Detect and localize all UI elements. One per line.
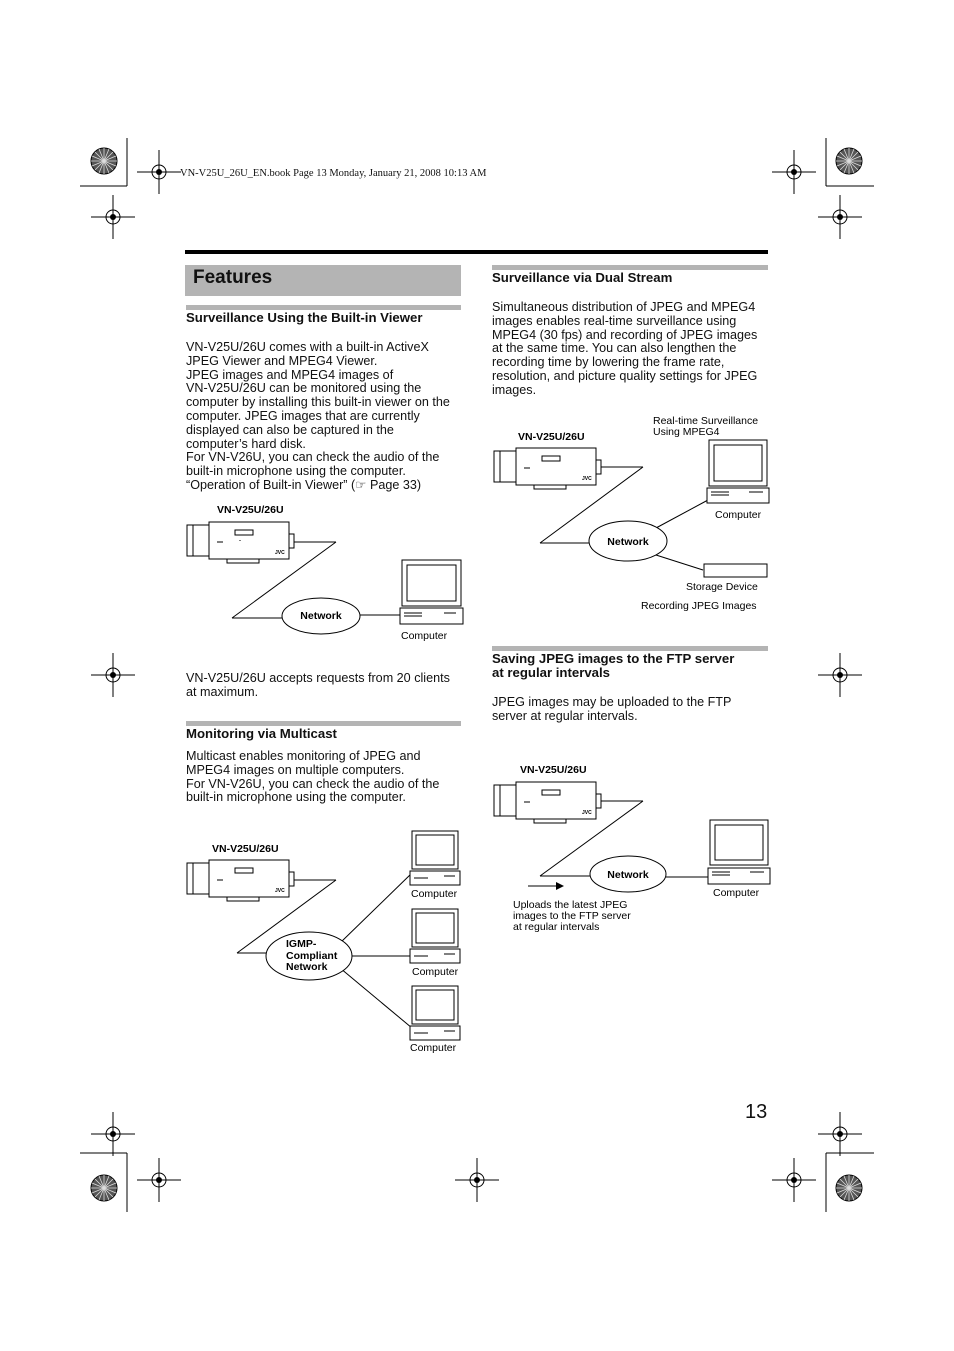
storage-device-icon — [704, 564, 767, 577]
registration-cross-icon — [91, 1112, 135, 1156]
registration-star-icon — [91, 148, 117, 174]
registration-cross-icon — [91, 195, 135, 239]
computer-label: Computer — [713, 887, 760, 899]
camera-label: VN-V25U/26U — [217, 504, 284, 516]
registration-cross-icon — [455, 1158, 499, 1202]
computer-icon — [410, 986, 460, 1040]
storage-label: Storage Device — [686, 581, 758, 593]
computer-icon — [708, 820, 770, 884]
registration-star-icon — [91, 1175, 117, 1201]
section-body: Simultaneous distribution of JPEG and MPEG4 images enables real-time surveillance using MPEG4 (30 fps) and recording of JPEG images at the same time. You can also lengthen the recording time by lowering the frame rate, resolution, and picture quality settings for JPEG images. — [492, 300, 758, 397]
svg-text:JVC: JVC — [275, 888, 285, 894]
computer-icon — [400, 560, 463, 624]
svg-text:JVC: JVC — [582, 476, 592, 482]
camera-icon — [494, 782, 601, 823]
camera-icon — [494, 448, 601, 489]
svg-text:JVC: JVC — [275, 550, 285, 556]
registration-star-icon — [836, 148, 862, 174]
camera-label: VN-V25U/26U — [212, 843, 279, 855]
page-number: 13 — [745, 1101, 768, 1123]
arrow-right-icon — [528, 882, 564, 890]
upload-label: images to the FTP server — [513, 910, 631, 922]
top-rule — [185, 250, 768, 254]
upload-label: Uploads the latest JPEG — [513, 899, 628, 911]
realtime-label: Real-time Surveillance — [653, 415, 759, 427]
recording-label: Recording JPEG Images — [641, 600, 757, 612]
computer-label: Computer — [411, 888, 458, 900]
computer-label: Computer — [412, 966, 459, 978]
diagram-builtin-viewer — [180, 500, 470, 648]
registration-star-icon — [836, 1175, 862, 1201]
registration-cross-icon — [818, 1112, 862, 1156]
network-label: Network — [607, 536, 649, 548]
network-label: Network — [300, 610, 342, 622]
book-info-header: VN-V25U_26U_EN.book Page 13 Monday, January 21, 2008 10:13 AM — [180, 168, 487, 179]
section-heading: Surveillance via Dual Stream — [492, 270, 673, 285]
network-label: Network — [286, 961, 328, 973]
diagram-multicast — [180, 828, 470, 1060]
diagram-ftp-upload — [488, 760, 773, 940]
section-body: JPEG images may be uploaded to the FTP server at regular intervals. — [492, 695, 732, 723]
camera-label: VN-V25U/26U — [520, 764, 587, 776]
registration-cross-icon — [772, 150, 816, 194]
camera-icon — [187, 522, 294, 563]
computer-label: Computer — [715, 509, 762, 521]
clients-note: VN-V25U/26U accepts requests from 20 clients at maximum. — [186, 671, 450, 699]
section-heading: Surveillance Using the Built-in Viewer — [186, 310, 423, 325]
upload-label: at regular intervals — [513, 921, 600, 933]
computer-label: Computer — [410, 1042, 457, 1054]
section-body: VN-V25U/26U comes with a built-in ActiveX JPEG Viewer and MPEG4 Viewer. JPEG images and MPEG4 images of VN-V25U/26U can be monitored using the computer by installing this built-in viewer on the computer. JPEG images that are currently displayed can also be captured in the computer’s hard disk. For VN-V26U, you can check the audio of the built-in microphone using the computer. “Operation of Built-in Viewer” (☞ Page 33) — [186, 340, 450, 492]
computer-icon — [707, 440, 769, 503]
section-heading: Monitoring via Multicast — [186, 726, 337, 741]
network-label: IGMP- — [286, 938, 317, 950]
diagram-dual-stream — [488, 410, 773, 615]
svg-text:JVC: JVC — [582, 810, 592, 816]
section-heading: Saving JPEG images to the FTP server at regular intervals — [492, 651, 735, 680]
registration-cross-icon — [772, 1158, 816, 1202]
registration-cross-icon — [91, 653, 135, 697]
registration-cross-icon — [137, 1158, 181, 1202]
page-title: Features — [193, 267, 273, 288]
section-body: Multicast enables monitoring of JPEG and MPEG4 images on multiple computers. For VN-V26U, you can check the audio of the built-in microphone using the computer. — [186, 749, 440, 805]
camera-label: VN-V25U/26U — [518, 431, 585, 443]
registration-cross-icon — [137, 150, 181, 194]
network-label: Network — [607, 869, 649, 881]
camera-icon — [187, 860, 294, 901]
realtime-label: Using MPEG4 — [653, 426, 720, 438]
registration-cross-icon — [818, 195, 862, 239]
computer-icon — [410, 831, 460, 885]
network-label: Compliant — [286, 950, 338, 962]
registration-cross-icon — [818, 653, 862, 697]
computer-label: Computer — [401, 630, 448, 642]
computer-icon — [410, 909, 460, 963]
